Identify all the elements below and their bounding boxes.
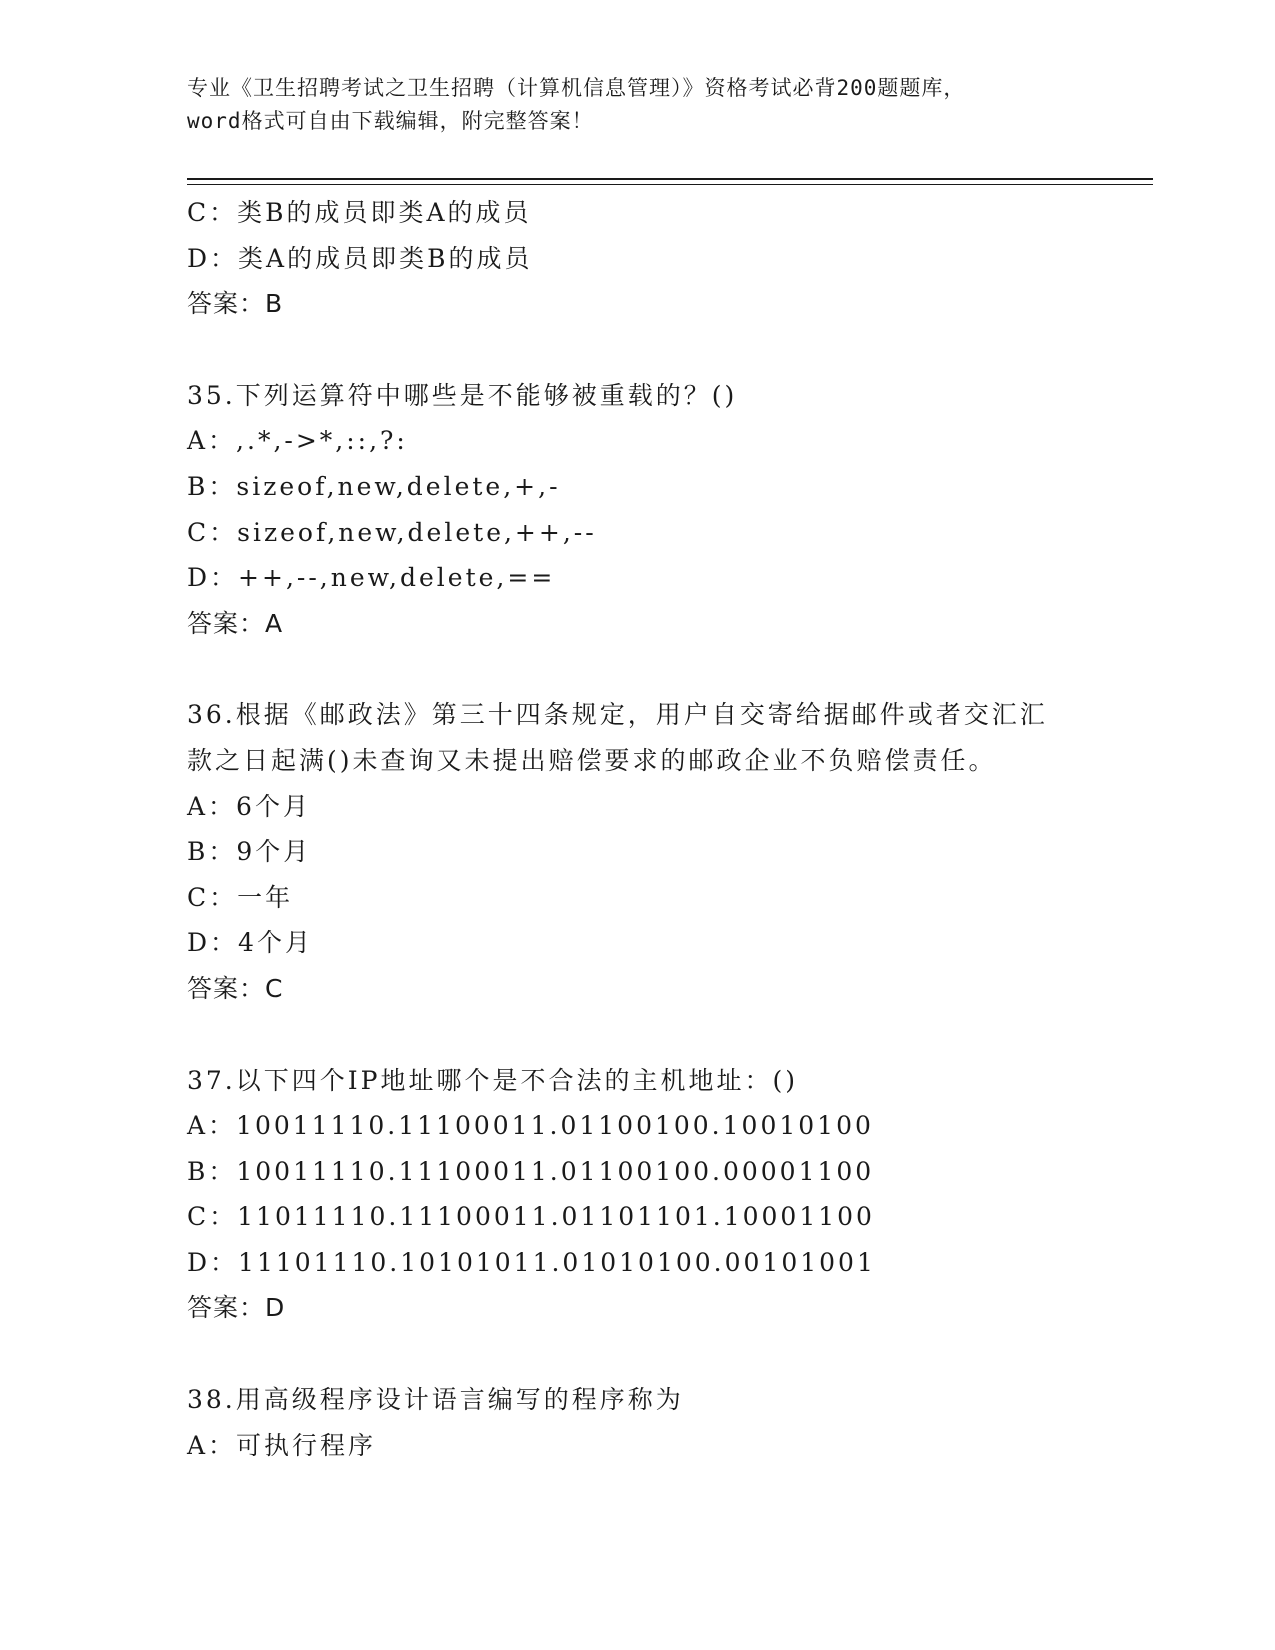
option-line: D：11101110.10101011.01010100.00101001 <box>187 1247 876 1277</box>
option-line: C：11011110.11100011.01101101.10001100 <box>187 1202 875 1232</box>
question-stem: 37.以下四个IP地址哪个是不合法的主机地址：() <box>187 1065 798 1095</box>
option-line: B：10011110.11100011.01100100.00001100 <box>187 1156 875 1186</box>
question-block-36 <box>187 692 1087 1011</box>
answer-line: 答案：C <box>187 973 284 1003</box>
header-line-2: word格式可自由下载编辑，附完整答案！ <box>187 109 594 133</box>
answer-line: 答案：D <box>187 1293 286 1323</box>
option-line: D：++,--,new,delete,== <box>187 563 556 593</box>
answer-line: 答案：B <box>187 289 284 319</box>
header-divider-thin <box>187 184 1153 185</box>
question-block-35 <box>187 373 1087 647</box>
question-stem: 38.用高级程序设计语言编写的程序称为 <box>187 1385 684 1415</box>
block-spacer <box>187 1331 1087 1377</box>
option-line: C：类B的成员即类A的成员 <box>187 198 532 227</box>
option-line: C：sizeof,new,delete,++,-- <box>187 517 597 547</box>
option-line: A：,.*,->*,::,?: <box>187 426 408 456</box>
question-block-38 <box>187 1377 1087 1468</box>
block-spacer <box>187 646 1087 692</box>
block-spacer <box>187 327 1087 373</box>
option-line: B：9个月 <box>187 837 312 867</box>
option-line: D：类A的成员即类B的成员 <box>187 243 533 273</box>
document-header <box>187 72 1087 138</box>
question-stem: 36.根据《邮政法》第三十四条规定，用户自交寄给据邮件或者交汇汇 <box>187 700 1048 730</box>
option-line: A：可执行程序 <box>187 1430 377 1460</box>
question-block-34 <box>187 190 1087 327</box>
question-stem-continued: 款之日起满()未查询又未提出赔偿要求的邮政企业不负赔偿责任。 <box>187 745 997 775</box>
option-line: D：4个月 <box>187 928 313 958</box>
option-line: A：10011110.11100011.01100100.10010100 <box>187 1111 874 1141</box>
question-stem: 35.下列运算符中哪些是不能够被重载的？() <box>187 380 738 410</box>
header-divider-thick <box>187 178 1153 180</box>
header-line-1: 专业《卫生招聘考试之卫生招聘（计算机信息管理）》资格考试必背200题题库， <box>187 76 966 100</box>
option-line: A：6个月 <box>187 791 311 821</box>
option-line: B：sizeof,new,delete,+,- <box>187 471 561 501</box>
option-line: C：一年 <box>187 882 294 912</box>
answer-line: 答案：A <box>187 608 284 638</box>
block-spacer <box>187 1012 1087 1058</box>
question-block-37 <box>187 1058 1087 1332</box>
question-list <box>187 190 1087 1468</box>
